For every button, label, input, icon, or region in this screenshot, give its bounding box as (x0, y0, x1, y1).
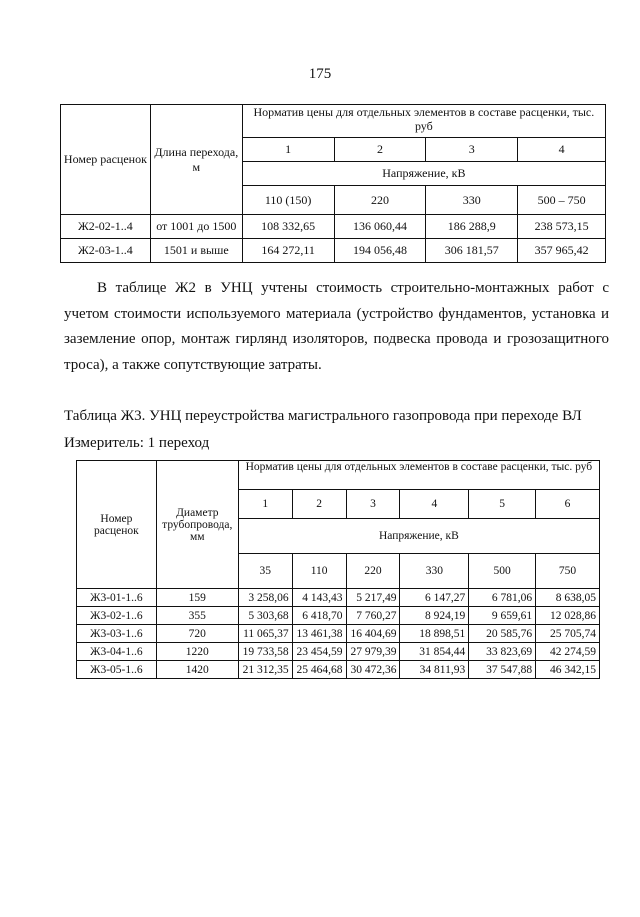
voltage-value: 330 (426, 186, 518, 215)
col-num: 6 (536, 490, 600, 519)
row-value: 13 461,38 (292, 625, 346, 643)
unit-line: Измеритель: 1 переход (64, 435, 210, 451)
table-row (61, 215, 606, 239)
row-value: 16 404,69 (346, 625, 400, 643)
row-value: 34 811,93 (400, 661, 469, 679)
row-id: Ж3-05-1..6 (77, 661, 157, 679)
voltage-label: Напряжение, кВ (242, 162, 605, 186)
col-num: 1 (238, 490, 292, 519)
row-diameter: 1220 (156, 643, 238, 661)
row-value: 21 312,35 (238, 661, 292, 679)
table-row (77, 643, 600, 661)
row-value: 8 924,19 (400, 607, 469, 625)
col-num: 5 (469, 490, 536, 519)
row-id: Ж3-03-1..6 (77, 625, 157, 643)
col-header-length: Длина перехода, м (150, 105, 242, 215)
voltage-value: 500 (469, 554, 536, 589)
row-id: Ж3-01-1..6 (77, 589, 157, 607)
row-value: 164 272,11 (242, 239, 334, 263)
row-value: 11 065,37 (238, 625, 292, 643)
voltage-value: 750 (536, 554, 600, 589)
row-value: 136 060,44 (334, 215, 426, 239)
row-value: 42 274,59 (536, 643, 600, 661)
row-value: 18 898,51 (400, 625, 469, 643)
row-value: 27 979,39 (346, 643, 400, 661)
row-value: 33 823,69 (469, 643, 536, 661)
table-zh3 (76, 460, 600, 679)
col-num: 2 (292, 490, 346, 519)
table-row (61, 239, 606, 263)
norm-header: Норматив цены для отдельных элементов в составе расценки, тыс. руб (238, 461, 599, 490)
paragraph: В таблице Ж2 в УНЦ учтены стоимость строительно-монтажных работ с учетом стоимости используемого материала (устройство фундаментов, установка и заземление опор, монтаж гирлянд изоляторов, подвеска провода и грозозащитного троса), а также сопутствующие затраты. (64, 280, 609, 373)
row-diameter: 720 (156, 625, 238, 643)
row-value: 186 288,9 (426, 215, 518, 239)
table-row (77, 607, 600, 625)
row-value: 7 760,27 (346, 607, 400, 625)
row-value: 23 454,59 (292, 643, 346, 661)
voltage-value: 220 (334, 186, 426, 215)
row-value: 3 258,06 (238, 589, 292, 607)
row-value: 108 332,65 (242, 215, 334, 239)
col-num: 3 (426, 138, 518, 162)
voltage-value: 110 (292, 554, 346, 589)
norm-header: Норматив цены для отдельных элементов в составе расценки, тыс. руб (242, 105, 605, 138)
voltage-value: 500 – 750 (518, 186, 606, 215)
row-value: 6 781,06 (469, 589, 536, 607)
col-num: 4 (400, 490, 469, 519)
col-num: 3 (346, 490, 400, 519)
table-row (77, 589, 600, 607)
row-value: 306 181,57 (426, 239, 518, 263)
voltage-value: 35 (238, 554, 292, 589)
row-value: 6 418,70 (292, 607, 346, 625)
row-value: 5 217,49 (346, 589, 400, 607)
row-value: 30 472,36 (346, 661, 400, 679)
row-value: 8 638,05 (536, 589, 600, 607)
row-value: 20 585,76 (469, 625, 536, 643)
voltage-value: 220 (346, 554, 400, 589)
row-diameter: 1420 (156, 661, 238, 679)
col-header-id: Номер расценок (61, 105, 151, 215)
row-value: 46 342,15 (536, 661, 600, 679)
row-length: от 1001 до 1500 (150, 215, 242, 239)
row-value: 4 143,43 (292, 589, 346, 607)
row-value: 31 854,44 (400, 643, 469, 661)
row-value: 6 147,27 (400, 589, 469, 607)
row-length: 1501 и выше (150, 239, 242, 263)
col-num: 4 (518, 138, 606, 162)
table-caption: Таблица Ж3. УНЦ переустройства магистрального газопровода при переходе ВЛ (64, 408, 582, 424)
col-num: 1 (242, 138, 334, 162)
col-num: 2 (334, 138, 426, 162)
voltage-value: 330 (400, 554, 469, 589)
row-id: Ж2-03-1..4 (61, 239, 151, 263)
table-row (77, 661, 600, 679)
row-id: Ж3-04-1..6 (77, 643, 157, 661)
row-value: 5 303,68 (238, 607, 292, 625)
table-row (77, 625, 600, 643)
row-diameter: 159 (156, 589, 238, 607)
row-value: 37 547,88 (469, 661, 536, 679)
row-value: 19 733,58 (238, 643, 292, 661)
table-zh2 (60, 104, 606, 263)
row-diameter: 355 (156, 607, 238, 625)
row-id: Ж2-02-1..4 (61, 215, 151, 239)
voltage-value: 110 (150) (242, 186, 334, 215)
row-value: 12 028,86 (536, 607, 600, 625)
col-header-id: Номер расценок (77, 461, 157, 589)
row-value: 9 659,61 (469, 607, 536, 625)
row-value: 25 464,68 (292, 661, 346, 679)
page-number: 175 (308, 66, 332, 82)
row-value: 238 573,15 (518, 215, 606, 239)
row-value: 357 965,42 (518, 239, 606, 263)
col-header-diameter: Диаметр трубопровода, мм (156, 461, 238, 589)
voltage-label: Напряжение, кВ (238, 519, 599, 554)
row-id: Ж3-02-1..6 (77, 607, 157, 625)
row-value: 194 056,48 (334, 239, 426, 263)
row-value: 25 705,74 (536, 625, 600, 643)
